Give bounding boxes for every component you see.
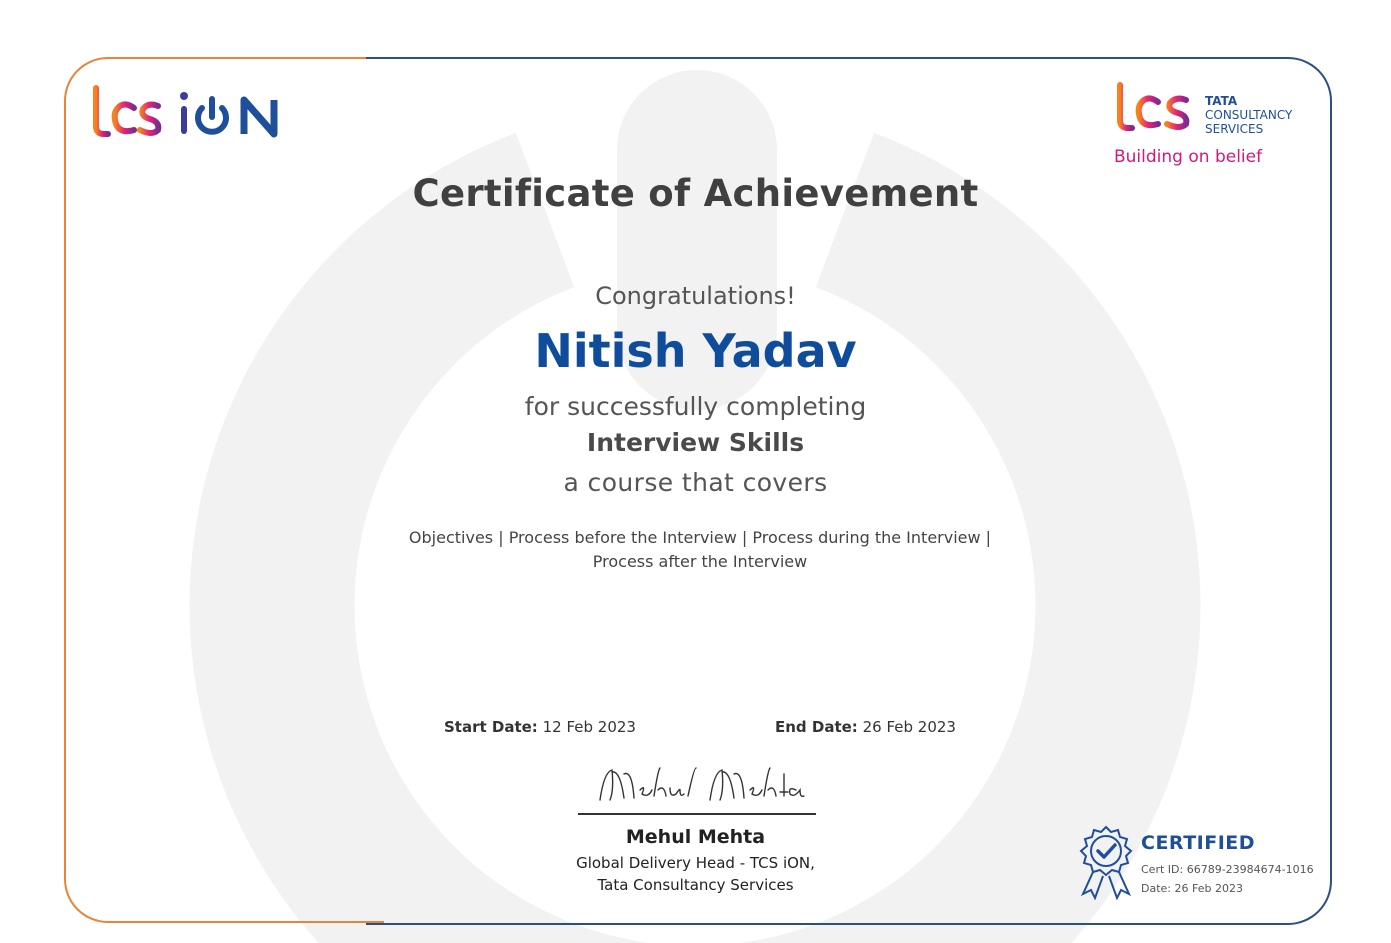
certified-check-icon (1075, 824, 1137, 900)
certified-label: CERTIFIED (1141, 832, 1256, 854)
cert-date-label: Date: (1141, 882, 1171, 895)
covers-text: a course that covers (563, 468, 828, 497)
certificate-title: Certificate of Achievement (412, 172, 979, 215)
completion-text: for successfully completing (524, 392, 867, 421)
topics-line-2: Process after the Interview (592, 552, 808, 571)
brand-tata: TATA (1205, 94, 1238, 108)
start-date-label: Start Date: (444, 718, 538, 736)
tcs-logo (1112, 82, 1198, 134)
signatory-title-line-1: Global Delivery Head - TCS iON, (576, 854, 815, 872)
cert-id-value: 66789-23984674-1016 (1186, 863, 1314, 876)
signatory-name: Mehul Mehta (625, 826, 766, 848)
end-date (775, 718, 956, 736)
course-name: Interview Skills (586, 428, 805, 457)
end-date-value: 26 Feb 2023 (862, 718, 956, 736)
cert-date-value: 26 Feb 2023 (1174, 882, 1243, 895)
tcs-ion-logo (88, 84, 293, 142)
signature-line (578, 813, 816, 815)
greeting: Congratulations! (595, 282, 796, 310)
cert-date (1141, 882, 1243, 895)
signature (590, 760, 810, 810)
cert-id-label: Cert ID: (1141, 863, 1184, 876)
course-topics (380, 526, 1020, 574)
cert-id (1141, 863, 1314, 876)
end-date-label: End Date: (775, 718, 858, 736)
brand-tagline: Building on belief (1114, 147, 1263, 167)
signatory-title-line-2: Tata Consultancy Services (597, 876, 794, 894)
recipient-name: Nitish Yadav (534, 324, 857, 378)
start-date (444, 718, 636, 736)
topics-line-1: Objectives | Process before the Interview | Process during the Interview | (408, 528, 992, 547)
start-date-value: 12 Feb 2023 (542, 718, 636, 736)
brand-services: SERVICES (1205, 122, 1264, 136)
brand-consultancy: CONSULTANCY (1205, 108, 1293, 122)
